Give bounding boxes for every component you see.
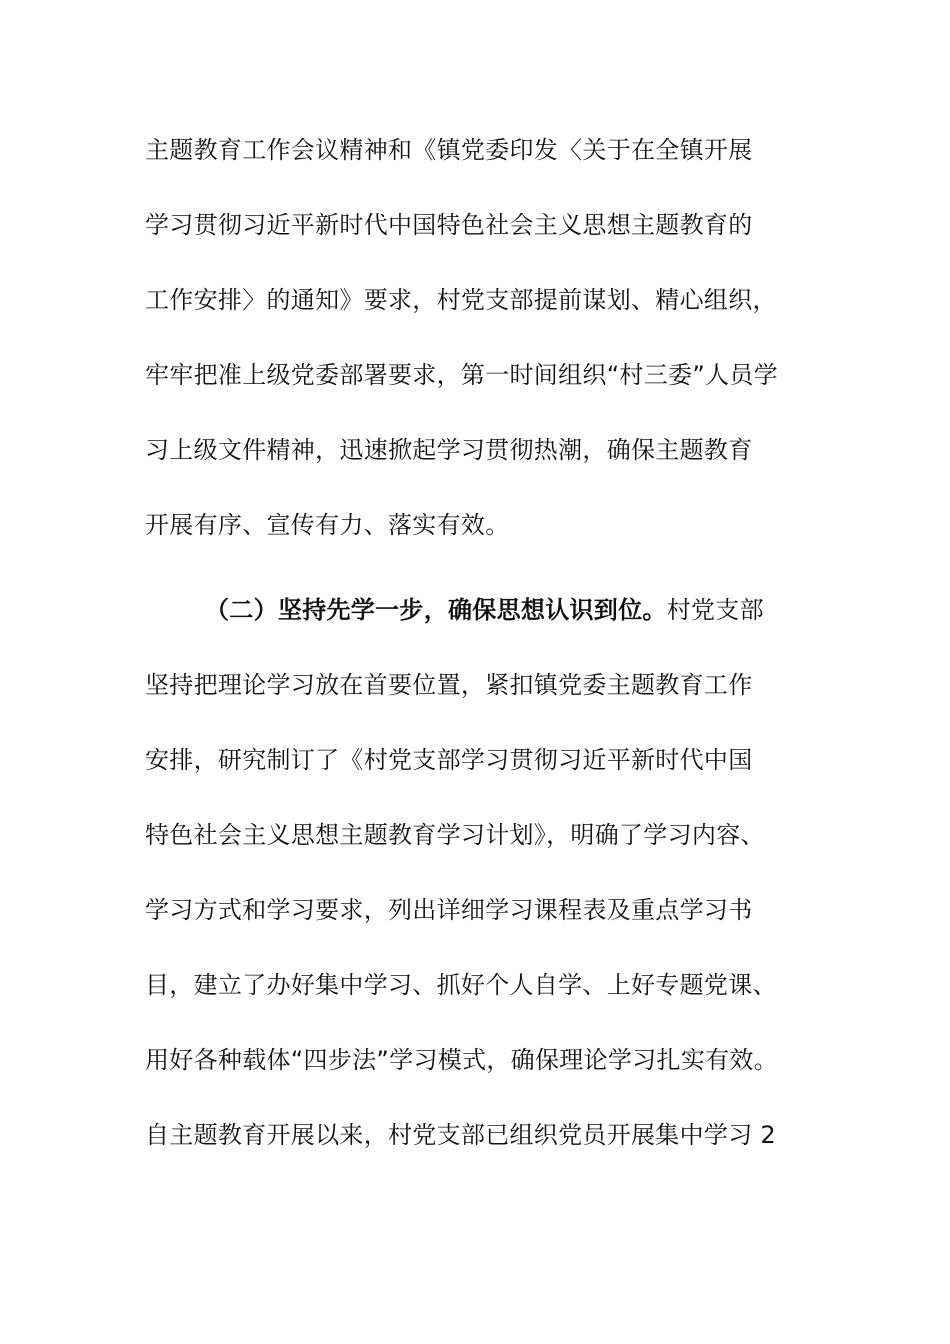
paragraph-line-6: 开展有序、宣传有力、落实有效。 xyxy=(145,511,510,539)
paragraph-line-11: 学习方式和学习要求，列出详细学习课程表及重点学习书 xyxy=(145,896,753,924)
paragraph-line-12: 目，建立了办好集中学习、抓好个人自学、上好专题党课、 xyxy=(145,971,777,999)
paragraph-line-1: 主题教育工作会议精神和《镇党委印发〈关于在全镇开展 xyxy=(145,136,753,164)
paragraph-line-13: 用好各种载体“四步法”学习模式，确保理论学习扎实有效。 xyxy=(145,1046,778,1074)
section-heading: （二）坚持先学一步，确保思想认识到位。 xyxy=(205,596,667,624)
paragraph-line-3: 工作安排〉的通知》要求，村党支部提前谋划、精心组织， xyxy=(145,286,777,314)
paragraph-line-5: 习上级文件精神，迅速掀起学习贯彻热潮，确保主题教育 xyxy=(145,436,753,464)
paragraph-line-8: 坚持把理论学习放在首要位置，紧扣镇党委主题教育工作 xyxy=(145,671,753,699)
paragraph-line-10: 特色社会主义思想主题教育学习计划》，明确了学习内容、 xyxy=(145,821,765,849)
section-heading-continuation: 村党支部 xyxy=(666,596,764,624)
section-heading-line xyxy=(205,590,764,630)
paragraph-line-2: 学习贯彻习近平新时代中国特色社会主义思想主题教育的 xyxy=(145,211,753,239)
paragraph-line-9: 安排，研究制订了《村党支部学习贯彻习近平新时代中国 xyxy=(145,746,753,774)
paragraph-line-14: 自主题教育开展以来，村党支部已组织党员开展集中学习 2 xyxy=(145,1121,776,1149)
paragraph-line-4: 牢牢把准上级党委部署要求，第一时间组织“村三委”人员学 xyxy=(145,361,778,389)
